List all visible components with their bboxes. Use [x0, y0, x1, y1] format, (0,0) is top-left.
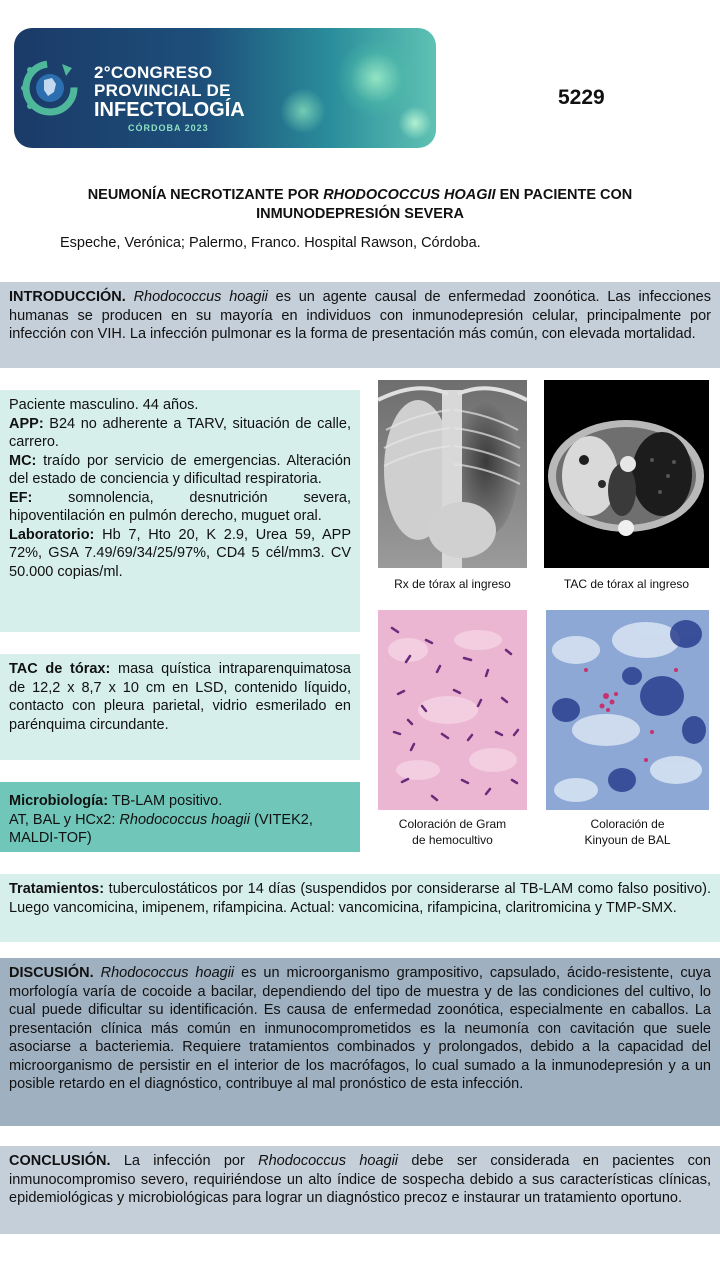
introduction-section	[0, 282, 720, 368]
app-line	[9, 415, 351, 452]
ef-text: somnolencia, desnutrición severa, hipoventilación en pulmón derecho, muguet oral.	[9, 489, 351, 524]
authors: Espeche, Verónica; Palermo, Franco. Hospital Rawson, Córdoba.	[60, 235, 481, 251]
title-organism: RHODOCOCCUS HOAGII	[323, 187, 496, 203]
microbiology-text: AT, BAL y HCx2:	[9, 811, 120, 828]
app-text: B24 no adherente a TARV, situación de calle, carrero.	[9, 415, 351, 450]
gram-caption	[378, 816, 527, 848]
gram-caption-line: de hemocultivo	[412, 833, 493, 847]
microbiology-label: Microbiología:	[9, 793, 109, 809]
introduction-text: es un agente causal de enfermedad zoonótica. Las infecciones humanas se producen en su mayoría en individuos con inmunodepresión celular, principalmente por infección con VIH. La infección pulmonar es la forma de presentación más común, con elevada mortalidad.	[9, 289, 712, 342]
banner-line-3: INFECTOLOGÍA	[94, 99, 245, 121]
virus-decoration	[398, 106, 432, 140]
congress-banner	[14, 28, 436, 148]
discussion-section	[0, 958, 720, 1126]
ct-caption: TAC de tórax al ingreso	[563, 577, 690, 591]
treatment-text: tuberculostáticos por 14 días (suspendidos por considerarse al TB-LAM como falso positivo). Luego vancomicina, imipenem, rifampicina. Actual: vancomicina, rifampicina, claritromicina y TMP-SMX.	[9, 881, 711, 916]
title-part: EN PACIENTE CON INMUNODEPRESIÓN SEVERA	[256, 187, 633, 222]
kinyoun-stain-image	[546, 610, 709, 810]
tac-label: TAC de tórax:	[9, 661, 111, 677]
tac-text: masa quística intraparenquimatosa de 12,2 x 8,7 x 10 cm en LSD, contenido líquido, contacto con pleura parietal, vidrio esmerilado en parénquima circundante.	[9, 661, 351, 733]
treatment-section	[0, 874, 720, 942]
virus-decoration	[280, 88, 326, 134]
ef-line	[9, 489, 351, 526]
congress-logo-icon	[14, 50, 86, 122]
case-section	[0, 390, 360, 632]
ef-label: EF:	[9, 489, 33, 506]
kinyoun-caption-line: Coloración de	[590, 817, 665, 831]
app-label: APP:	[9, 415, 44, 432]
treatment-label: Tratamientos:	[9, 881, 105, 897]
discussion-heading: DISCUSIÓN.	[9, 965, 94, 981]
conclusion-text: debe ser considerada en pacientes con inmunocompromiso severo, requiriéndose un alto índice de sospecha debido a sus características clínicas, epidemiológicas y microbiológicas para lograr un diagnóstico precoz e instaurar un tratamiento oportuno.	[9, 1153, 711, 1206]
abstract-code: 5229	[558, 86, 605, 109]
discussion-text: es un microorganismo grampositivo, capsulado, ácido-resistente, cuya morfología varía de cocoide a bacilar, dependiendo del tipo de muestra y de las condiciones del cultivo, lo cual puede dificultar su identificación. Es causa de enfermedad zoonótica, especialmente en caballos. La presentación clínica más común en inmunocomprometidos es la neumonía con cavitación que suele asociarse a bacteriemia. Requiere tratamientos combinados y prolongados, debido a la capacidad del microorganismo de persistir en el interior de los macrófagos, lo cual sumado a la inmunodepresión y a un posible retardo en el diagnóstico, contribuye al mal pronóstico de esta infección.	[9, 965, 711, 1092]
gram-stain-image	[378, 610, 527, 810]
mc-label: MC:	[9, 452, 37, 469]
organism-name: Rhodococcus hoagii	[119, 811, 250, 828]
conclusion-text: La infección por	[110, 1153, 259, 1169]
microbiology-text: TB-LAM positivo.	[108, 793, 223, 809]
microbiology-text: (VITEK2, MALDI-TOF)	[9, 811, 313, 846]
introduction-heading: INTRODUCCIÓN.	[9, 289, 126, 305]
conclusion-heading: CONCLUSIÓN.	[9, 1153, 111, 1169]
virus-decoration	[336, 38, 416, 118]
title-part: NEUMONÍA NECROTIZANTE POR	[87, 187, 324, 203]
conclusion-section	[0, 1146, 720, 1234]
patient-line: Paciente masculino. 44 años.	[9, 397, 199, 413]
lab-label: Laboratorio:	[9, 526, 95, 543]
tac-section	[0, 654, 360, 760]
organism-name: Rhodococcus hoagii	[100, 965, 235, 981]
banner-line-1: 2°CONGRESO	[94, 63, 213, 82]
chest-ct-image	[544, 380, 709, 568]
chest-xray-image	[378, 380, 527, 568]
lab-text: Hb 7, Hto 20, K 2.9, Urea 59, APP 72%, GSA 7.49/69/34/25/97%, CD4 5 cél/mm3. CV 50.000 copias/ml.	[9, 526, 351, 580]
poster-title	[40, 186, 680, 224]
organism-name: Rhodococcus hoagii	[133, 289, 268, 305]
mc-text: traído por servicio de emergencias. Alteración del estado de conciencia y dificultad respiratoria.	[9, 452, 351, 487]
rx-caption: Rx de tórax al ingreso	[394, 577, 511, 591]
kinyoun-caption	[546, 816, 709, 848]
mc-line	[9, 452, 351, 489]
kinyoun-caption-line: Kinyoun de BAL	[584, 833, 671, 847]
banner-line-4: CÓRDOBA 2023	[128, 123, 209, 133]
banner-line-2: PROVINCIAL DE	[94, 81, 231, 100]
gram-caption-line: Coloración de Gram	[398, 817, 507, 831]
lab-line	[9, 526, 351, 582]
microbiology-section	[0, 782, 360, 852]
organism-name: Rhodococcus hoagii	[258, 1153, 399, 1169]
